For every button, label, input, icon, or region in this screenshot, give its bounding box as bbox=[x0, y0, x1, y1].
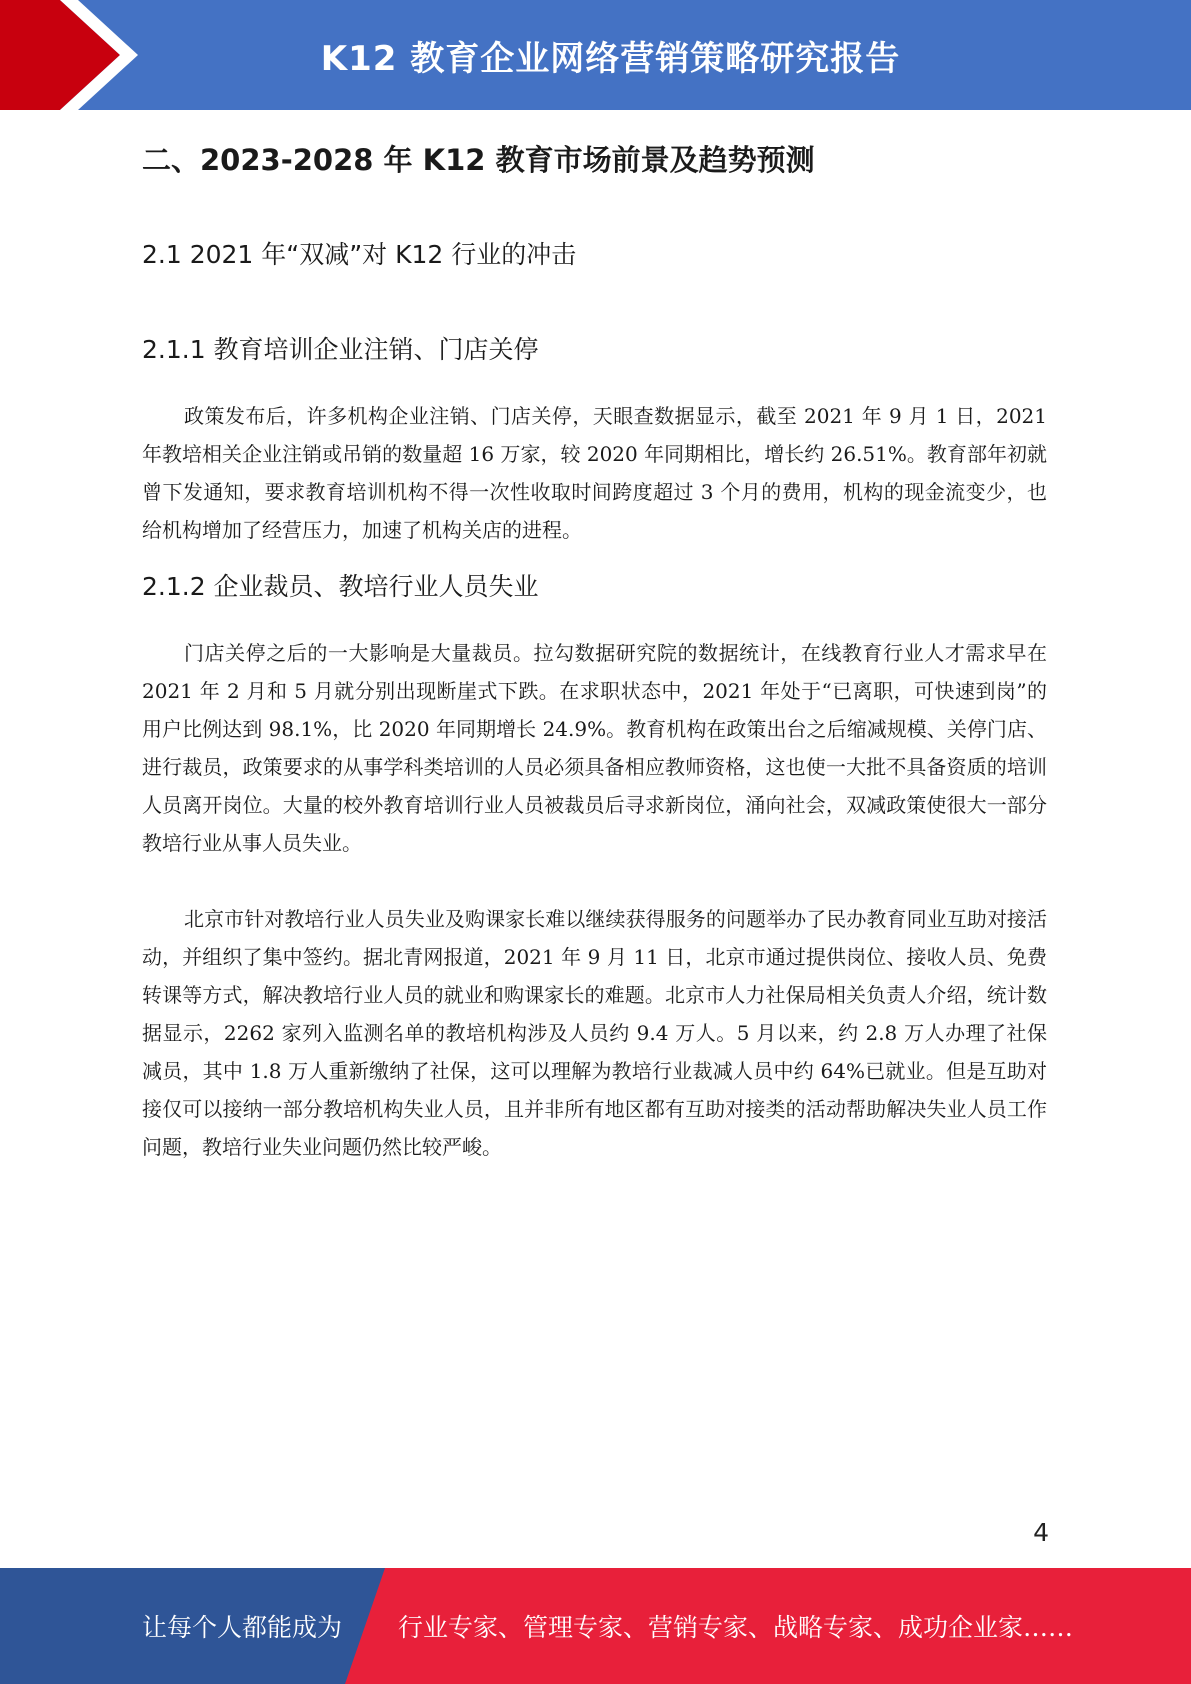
paragraph: 门店关停之后的一大影响是大量裁员。拉勾数据研究院的数据统计，在线教育行业人才需求早在 2021 年 2 月和 5 月就分别出现断崖式下跌。在求职状态中，2021 年处于“已离职，可快速到岗”的用户比例达到 98.1%，比 2020 年同期增长 24.9%。教育机构在政策出台之后缩减规模、关停门店、进行裁员，政策要求的从事学科类培训的人员必须具备相应教师资格，这也使一大批不具备资质的培训人员离开岗位。大量的校外教育培训行业人员被裁员后寻求新岗位，涌向社会，双减政策使很大一部分教培行业从事人员失业。 bbox=[142, 641, 1047, 855]
footer-slogan-right: 行业专家、管理专家、营销专家、战略专家、成功企业家…… bbox=[398, 1613, 1074, 1642]
subsection-title: 2.1.1 教育培训企业注销、门店关停 bbox=[142, 335, 539, 364]
paragraph: 北京市针对教培行业人员失业及购课家长难以继续获得服务的问题举办了民办教育同业互助对接活动，并组织了集中签约。据北青网报道，2021 年 9 月 11 日，北京市通过提供岗位、接收人员、免费转课等方式，解决教培行业人员的就业和购课家长的难题。北京市人力社保局相关负责人介绍，统计数据显示，2262 家列入监测名单的教培机构涉及人员约 9.4 万人。5 月以来，约 2.8 万人办理了社保减员，其中 1.8 万人重新缴纳了社保，这可以理解为教培行业裁减人员中约 64%已就业。但是互助对接仅可以接纳一部分教培机构失业人员，且并非所有地区都有互助对接类的活动帮助解决失业人员工作问题，教培行业失业问题仍然比较严峻。 bbox=[142, 907, 1047, 1159]
header-chevron-decoration bbox=[0, 0, 150, 110]
page-number: 4 bbox=[1033, 1518, 1049, 1547]
page-content bbox=[142, 135, 1047, 1166]
section-title: 2.1 2021 年“双减”对 K12 行业的冲击 bbox=[142, 240, 577, 269]
chapter-title: 二、2023-2028 年 K12 教育市场前景及趋势预测 bbox=[142, 143, 815, 177]
document-title: K12 教育企业网络营销策略研究报告 bbox=[320, 38, 901, 79]
footer-band bbox=[0, 1568, 1191, 1684]
header-band bbox=[0, 0, 1191, 110]
subsection-title: 2.1.2 企业裁员、教培行业人员失业 bbox=[142, 572, 539, 601]
footer-slogan-left: 让每个人都能成为 bbox=[142, 1613, 343, 1642]
paragraph: 政策发布后，许多机构企业注销、门店关停，天眼查数据显示，截至 2021 年 9 月 1 日，2021 年教培相关企业注销或吊销的数量超 16 万家，较 2020 年同期相比，增长约 26.51%。教育部年初就曾下发通知，要求教育培训机构不得一次性收取时间跨度超过 3 个月的费用，机构的现金流变少，也给机构增加了经营压力，加速了机构关店的进程。 bbox=[142, 404, 1047, 542]
